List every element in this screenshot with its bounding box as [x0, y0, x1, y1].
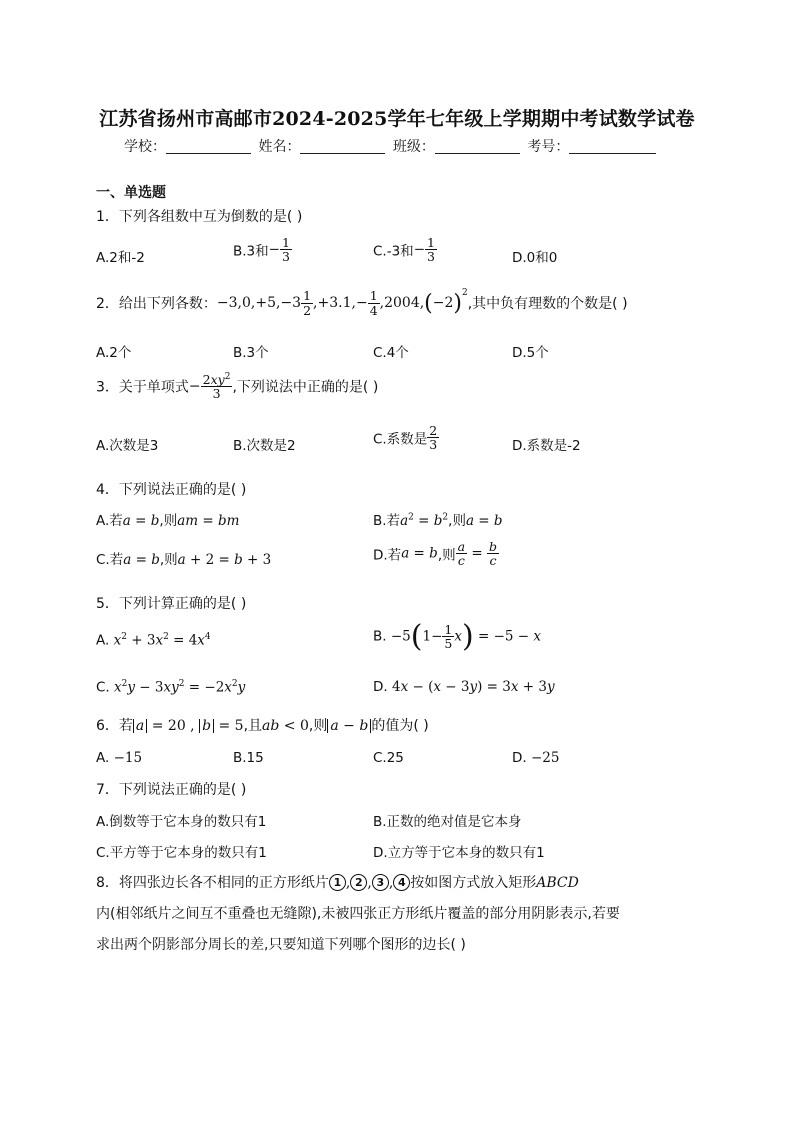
question-1-stem: 1．下列各组数中互为倒数的是( ) [96, 209, 303, 225]
q5-option-a: A. $x^2 + 3x^2 = 4x^4$ [96, 632, 211, 649]
q1-option-b: B.3和− $\frac{1}{3}$ [233, 235, 290, 265]
question-5-stem: 5．下列计算正确的是( ) [96, 596, 247, 612]
q3-option-c: C.系数是 $\frac{2}{3}$ [373, 423, 438, 453]
school-label: 学校： [124, 139, 166, 155]
question-7-stem: 7．下列说法正确的是( ) [96, 782, 247, 798]
q4-option-c: C.若a = b,则a + 2 = b + 3 [96, 552, 272, 568]
number-blank [569, 139, 656, 154]
q6-option-b: B.15 [233, 750, 264, 766]
q4-option-a: A.若a = b,则am = bm [96, 513, 240, 529]
q1-option-c: C.-3和− $\frac{1}{3}$ [373, 235, 435, 265]
q2-option-c: C.4个 [373, 345, 409, 361]
q2-option-d: D.5个 [512, 345, 549, 361]
q2-option-b: B.3个 [233, 345, 269, 361]
name-label: 姓名： [258, 139, 301, 155]
question-8-line-1: 8．将四张边长各不相同的正方形纸片 1 , 2 , 3 , 4 按如图方式放入矩形ABCD [96, 875, 579, 891]
q4-option-b: B.若$a^2 = b^2$,则a = b [373, 512, 503, 529]
q7-option-a: A.倒数等于它本身的数只有1 [96, 814, 267, 830]
question-3-stem: 3．关于单项式− $\frac{2xy^2}{3}$ ,下列说法中正确的是( ) [96, 372, 379, 402]
circled-number-1: 1 [329, 874, 346, 891]
q3-option-a: A.次数是3 [96, 438, 159, 454]
section-heading: 一、单选题 [96, 185, 166, 201]
circled-number-3: 3 [372, 874, 389, 891]
q3-option-b: B.次数是2 [233, 438, 296, 454]
question-6-stem: 6．若 a = 20 , b = 5,且ab < 0,则 a − b 的值为( ) [96, 718, 429, 734]
question-8-line-2: 内(相邻纸片之间互不重叠也无缝隙),未被四张正方形纸片覆盖的部分用阴影表示,若要 [96, 906, 620, 922]
q4-option-d: D.若a = b,则 $\frac{a}{c}$ = $\frac{b}{c}$ [373, 539, 497, 569]
question-8-line-3: 求出两个阴影部分周长的差,只要知道下列哪个图形的边长( ) [96, 937, 466, 953]
school-blank [166, 139, 251, 154]
q7-option-b: B.正数的绝对值是它本身 [373, 814, 522, 830]
class-blank [435, 139, 520, 154]
circled-number-2: 2 [350, 874, 367, 891]
number-label: 考号： [527, 139, 570, 155]
page-title: 江苏省扬州市高邮市2024-2025学年七年级上学期期中考试数学试卷 [99, 108, 695, 130]
q6-option-d: D. −25 [512, 750, 560, 766]
q3-option-d: D.系数是-2 [512, 438, 581, 454]
question-2-stem: 2．给出下列各数：−3,0,+5,−3 $\frac{1}{2}$ ,+3.1,− $\frac{1}{4}$ $,2004,(-2)^2$,其中负有理数的个数是( ) [96, 288, 628, 318]
q1-option-d: D.0和0 [512, 250, 558, 266]
q6-option-a: A. −15 [96, 750, 143, 766]
question-4-stem: 4．下列说法正确的是( ) [96, 482, 247, 498]
q6-option-c: C.25 [373, 750, 404, 766]
student-info-line [124, 136, 659, 156]
name-blank [300, 139, 385, 154]
class-label: 班级： [392, 139, 435, 155]
q7-option-d: D.立方等于它本身的数只有1 [373, 845, 545, 861]
q1-option-a: A.2和-2 [96, 250, 145, 266]
q7-option-c: C.平方等于它本身的数只有1 [96, 845, 267, 861]
q2-option-a: A.2个 [96, 345, 132, 361]
q5-option-c: C. $x^2y - 3xy^2 = -2x^2y$ [96, 679, 246, 696]
circled-number-4: 4 [393, 874, 410, 891]
q5-option-b: B. −5(1− $\frac{1}{5}$ x) = −5 − x [373, 619, 542, 654]
q5-option-d: D. 4x − (x − 3y) = 3x + 3y [373, 679, 555, 695]
